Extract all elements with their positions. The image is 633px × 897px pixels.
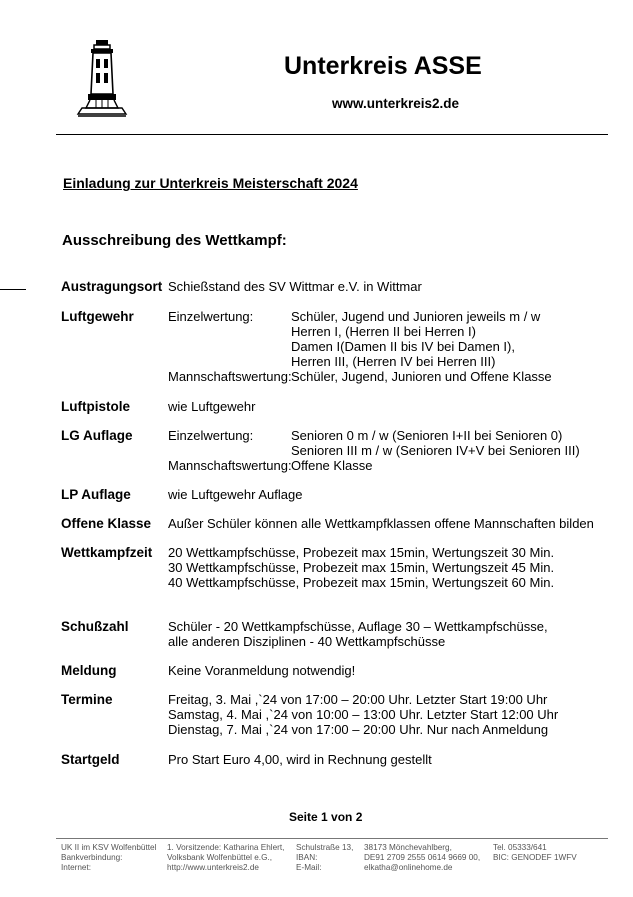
footer-text: Bankverbindung:	[61, 853, 123, 862]
value-startgeld: Pro Start Euro 4,00, wird in Rechnung gestellt	[168, 752, 432, 767]
luftgewehr-einzel-line: Damen I(Damen II bis IV bei Damen I),	[291, 339, 515, 354]
value-luftpistole: wie Luftgewehr	[168, 399, 256, 414]
label-luftpistole: Luftpistole	[61, 399, 130, 414]
footer-col-phone	[493, 843, 577, 863]
wettkampfzeit-line: 30 Wettkampfschüsse, Probezeit max 15min, Wertungszeit 45 Min.	[168, 560, 555, 575]
footer-text: Internet:	[61, 863, 92, 872]
footer-text: UK II im KSV Wolfenbüttel	[61, 843, 157, 852]
luftgewehr-mannschaft-label: Mannschaftswertung:	[168, 369, 292, 384]
termine-line: Freitag, 3. Mai ,`24 von 17:00 – 20:00 Uhr. Letzter Start 19:00 Uhr	[168, 692, 548, 707]
label-wettkampfzeit: Wettkampfzeit	[61, 545, 153, 560]
termine-line: Dienstag, 7. Mai ,`24 von 17:00 – 20:00 Uhr. Nur nach Anmeldung	[168, 722, 549, 737]
label-offene-klasse: Offene Klasse	[61, 516, 152, 531]
footer-col-city	[364, 843, 480, 873]
footer-col-org	[61, 843, 156, 873]
value-offene-klasse: Außer Schüler können alle Wettkampfklassen offene Mannschaften bilden	[168, 516, 594, 531]
luftgewehr-einzel-line: Herren I, (Herren II bei Herren I)	[291, 324, 476, 339]
label-termine: Termine	[61, 692, 113, 707]
lg-auflage-mannschaft-value: Offene Klasse	[291, 458, 373, 473]
section-heading: Ausschreibung des Wettkampf:	[62, 232, 287, 249]
footer-col-street	[296, 843, 353, 873]
footer-text: DE91 2709 2555 0614 9669 00,	[364, 853, 481, 862]
header-divider	[56, 134, 608, 135]
page-number: Seite 1 von 2	[289, 810, 363, 824]
lg-auflage-einzel-label: Einzelwertung:	[168, 428, 254, 443]
footer-text: E-Mail:	[296, 863, 322, 872]
label-austragungsort: Austragungsort	[61, 279, 163, 294]
footer-divider	[56, 838, 608, 839]
lg-auflage-einzel-line: Senioren 0 m / w (Senioren I+II bei Senioren 0)	[291, 428, 563, 443]
label-lg-auflage: LG Auflage	[61, 428, 133, 443]
footer-text: Tel. 05333/641	[493, 843, 547, 852]
termine-line: Samstag, 4. Mai ,`24 von 10:00 – 13:00 Uhr. Letzter Start 12:00 Uhr	[168, 707, 559, 722]
footer-email-link[interactable]: elkatha@onlinehome.de	[364, 863, 453, 872]
value-austragungsort: Schießstand des SV Wittmar e.V. in Wittmar	[168, 279, 422, 294]
website-link[interactable]: www.unterkreis2.de	[332, 96, 460, 111]
luftgewehr-einzel-line: Schüler, Jugend und Junioren jeweils m / w	[291, 309, 541, 324]
footer-text: IBAN:	[296, 853, 318, 862]
footer-text: Volksbank Wolfenbüttel e.G.,	[167, 853, 272, 862]
footer-link[interactable]: http://www.unterkreis2.de	[167, 863, 259, 872]
value-meldung: Keine Voranmeldung notwendig!	[168, 663, 356, 678]
page-title: Unterkreis ASSE	[284, 52, 482, 80]
invitation-heading: Einladung zur Unterkreis Meisterschaft 2024	[63, 175, 358, 191]
footer-text: 38173 Mönchevahlberg,	[364, 843, 452, 852]
schusszahl-line: alle anderen Disziplinen - 40 Wettkampfschüsse	[168, 634, 446, 649]
footer-col-contact	[167, 843, 284, 873]
wettkampfzeit-line: 40 Wettkampfschüsse, Probezeit max 15min, Wertungszeit 60 Min.	[168, 575, 555, 590]
lighthouse-tower-icon	[76, 38, 128, 118]
margin-mark	[0, 289, 26, 290]
lg-auflage-mannschaft-label: Mannschaftswertung:	[168, 458, 292, 473]
luftgewehr-mannschaft-value: Schüler, Jugend, Junioren und Offene Klasse	[291, 369, 552, 384]
label-startgeld: Startgeld	[61, 752, 120, 767]
luftgewehr-einzel-label: Einzelwertung:	[168, 309, 254, 324]
label-schusszahl: Schußzahl	[61, 619, 129, 634]
wettkampfzeit-line: 20 Wettkampfschüsse, Probezeit max 15min, Wertungszeit 30 Min.	[168, 545, 555, 560]
lg-auflage-einzel-line: Senioren III m / w (Senioren IV+V bei Senioren III)	[291, 443, 580, 458]
label-luftgewehr: Luftgewehr	[61, 309, 134, 324]
schusszahl-line: Schüler - 20 Wettkampfschüsse, Auflage 30 – Wettkampfschüsse,	[168, 619, 548, 634]
logo	[76, 38, 128, 118]
value-lp-auflage: wie Luftgewehr Auflage	[168, 487, 303, 502]
luftgewehr-einzel-line: Herren III, (Herren IV bei Herren III)	[291, 354, 496, 369]
label-lp-auflage: LP Auflage	[61, 487, 131, 502]
footer-text: BIC: GENODEF 1WFV	[493, 853, 577, 862]
footer-text: 1. Vorsitzende: Katharina Ehlert,	[167, 843, 285, 852]
label-meldung: Meldung	[61, 663, 117, 678]
footer-text: Schulstraße 13,	[296, 843, 354, 852]
